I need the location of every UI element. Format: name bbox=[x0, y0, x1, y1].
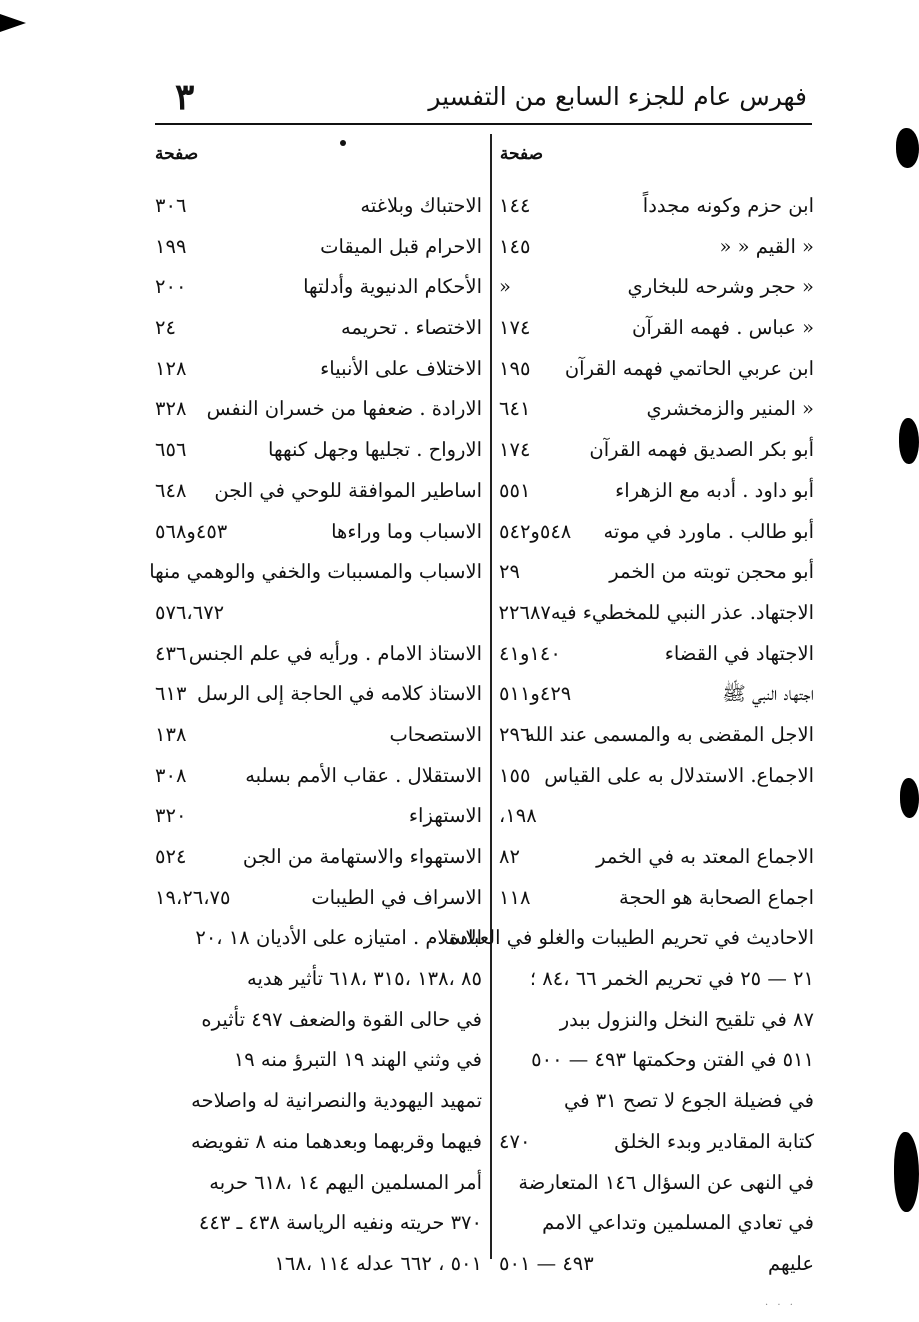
index-term: « عباس . فهمه القرآن bbox=[632, 316, 814, 340]
index-page-ref: ٦٥٦ bbox=[155, 438, 187, 462]
index-page-ref: ١٤٤ bbox=[499, 194, 531, 217]
index-page-ref: ٤٣٦ bbox=[155, 641, 187, 665]
index-entry-right bbox=[499, 1163, 814, 1204]
index-page-ref: ١٥٥ bbox=[499, 763, 531, 787]
index-page-ref: ١٣٨ bbox=[155, 722, 187, 746]
index-entry-right bbox=[499, 430, 814, 471]
index-entry-left bbox=[155, 512, 482, 553]
index-term: عليهم bbox=[768, 1251, 814, 1275]
index-entry-left bbox=[155, 756, 482, 797]
index-entry-left bbox=[155, 1081, 482, 1122]
index-entry-left bbox=[155, 430, 482, 471]
index-term: اجماع الصحابة هو الحجة bbox=[619, 885, 814, 909]
index-entry-left bbox=[155, 796, 482, 837]
index-page-ref: ١٩٩ bbox=[155, 234, 187, 258]
index-term: الاستقلال . عقاب الأمم بسلبه bbox=[245, 763, 482, 787]
index-entry-right bbox=[499, 512, 814, 553]
index-page-ref: ٨٢ bbox=[499, 845, 520, 868]
index-page-ref: « bbox=[499, 275, 511, 299]
index-term: كتابة المقادير وبدء الخلق bbox=[614, 1129, 814, 1153]
index-page-ref: ٣٢٠ bbox=[155, 804, 187, 828]
index-entry-right bbox=[499, 1081, 814, 1122]
index-page-ref: ٤٩٣ — ٥٠١ bbox=[499, 1251, 594, 1275]
index-page-ref: ٢٩ bbox=[499, 560, 520, 584]
index-page-ref: ٤٥٣و٥٦٨ bbox=[155, 519, 228, 543]
index-entry-left bbox=[155, 1244, 482, 1285]
index-term: ابن حزم وكونه مجدداً bbox=[642, 194, 814, 217]
index-term: الأحكام الدنيوية وأدلتها bbox=[303, 275, 482, 299]
index-term: ٣٧٠ حريته ونفيه الرياسة ٤٣٨ ـ ٤٤٣ bbox=[198, 1211, 482, 1235]
index-term: « المنير والزمخشري bbox=[646, 397, 814, 421]
index-entry-left bbox=[155, 1163, 482, 1204]
index-entry-right bbox=[499, 267, 814, 308]
index-term: الاجماع المعتد به في الخمر bbox=[596, 845, 814, 868]
index-term: الاسلام . امتيازه على الأديان ١٨ ،٢٠ bbox=[195, 926, 482, 950]
index-entry-right bbox=[499, 878, 814, 919]
index-entry-right bbox=[499, 1040, 814, 1081]
index-term: أبو طالب . ماورد في موته bbox=[603, 519, 814, 543]
index-entry-right bbox=[499, 715, 814, 756]
index-entry-right bbox=[449, 918, 814, 959]
index-term: الاجتهاد. عذر النبي للمخطيء فيه٢٢٦٨٧ bbox=[498, 600, 814, 624]
index-entry-left bbox=[155, 878, 482, 919]
index-entry-left bbox=[155, 308, 482, 349]
index-entry-left bbox=[155, 593, 482, 634]
index-page-ref: ١٤٠و٤١ bbox=[499, 641, 561, 665]
index-entry-right bbox=[499, 756, 814, 797]
header-rule bbox=[155, 123, 812, 125]
index-term: الاختلاف على الأنبياء bbox=[320, 356, 482, 380]
index-entry-right bbox=[499, 1000, 814, 1041]
index-page-ref: ١٢٨ bbox=[155, 356, 187, 380]
index-entry-right bbox=[499, 593, 814, 634]
edge-binding-mark bbox=[894, 1132, 919, 1212]
index-term: ابن عربي الحاتمي فهمه القرآن bbox=[564, 356, 814, 380]
index-term: أبو داود . أدبه مع الزهراء bbox=[615, 478, 814, 502]
index-entry-left bbox=[155, 1203, 482, 1244]
index-entry-left bbox=[155, 227, 482, 268]
index-entry-left bbox=[155, 186, 482, 227]
index-entry-left bbox=[155, 837, 482, 878]
index-page-ref: ١١٨ bbox=[499, 885, 531, 909]
index-page-ref: ٥٥١ bbox=[499, 478, 531, 502]
index-term: الاختصاء . تحريمه bbox=[340, 316, 482, 340]
scan-specks: · · · bbox=[765, 1300, 796, 1311]
index-entry-left bbox=[155, 471, 482, 512]
index-term: في تعادي المسلمين وتداعي الامم bbox=[542, 1211, 814, 1235]
index-entry-right bbox=[499, 186, 814, 227]
index-page-ref: ١٩٨، bbox=[499, 804, 537, 828]
index-term: في فضيلة الجوع لا تصح ٣١ في bbox=[563, 1089, 814, 1113]
index-page-ref: ٦٤١ bbox=[499, 397, 531, 421]
index-term: الاستهواء والاستهامة من الجن bbox=[242, 845, 482, 868]
index-term: في النهى عن السؤال ١٤٦ المتعارضة bbox=[518, 1170, 814, 1194]
index-term: ٢١ — ٢٥ في تحريم الخمر ٦٦ ،٨٤ ؛ bbox=[529, 967, 814, 991]
index-page-ref: ٣٠٦ bbox=[155, 194, 187, 217]
index-entry-left bbox=[155, 634, 482, 675]
page-number: ٣ bbox=[175, 76, 195, 118]
index-page-ref: ٦١٣ bbox=[155, 682, 187, 706]
index-term: ٥٠١ ، ٦٦٢ عدله ١١٤ ،١٦٨ bbox=[274, 1251, 482, 1275]
index-entry-right bbox=[499, 1244, 814, 1285]
index-entry-left bbox=[149, 552, 482, 593]
index-page-ref: ٤٢٩و٥١١ bbox=[499, 682, 572, 706]
index-entry-right bbox=[499, 634, 814, 675]
index-page-ref: ٢٩٦ bbox=[499, 722, 531, 746]
index-entry-left bbox=[155, 389, 482, 430]
index-page-ref: ٣٢٨ bbox=[155, 397, 187, 421]
index-term: ٨٥ ،١٣٨ ،٣١٥ ،٦١٨ تأثير هديه bbox=[247, 967, 482, 991]
index-term: الارواح . تجليها وجهل كنهها bbox=[268, 438, 482, 462]
index-term: أمر المسلمين اليهم ١٤ ،٦١٨ حربه bbox=[209, 1170, 482, 1194]
index-term: اساطير الموافقة للوحي في الجن bbox=[214, 478, 482, 502]
edge-binding-mark bbox=[900, 778, 919, 818]
index-entry-right bbox=[499, 959, 814, 1000]
column-divider bbox=[490, 134, 492, 1259]
index-page-ref: ٥٢٤ bbox=[155, 845, 187, 868]
index-page-ref: ١٩،٢٦،٧٥ bbox=[155, 885, 231, 909]
index-term: الاحرام قبل الميقات bbox=[320, 234, 482, 258]
index-term: الاستاذ الامام . ورأيه في علم الجنس bbox=[188, 641, 482, 665]
index-entry-right bbox=[499, 227, 814, 268]
right-column-page-label: صفحة bbox=[499, 144, 543, 164]
edge-binding-mark bbox=[899, 418, 919, 464]
index-term: ٨٧ في تلقيح النخل والنزول ببدر bbox=[559, 1007, 814, 1031]
index-term: الاسباب وما وراءها bbox=[331, 519, 482, 543]
index-page-ref: ٥٧٦،٦٧٢ bbox=[155, 600, 225, 624]
corner-scan-mark bbox=[0, 14, 26, 32]
index-term: في حالى القوة والضعف ٤٩٧ تأثيره bbox=[201, 1007, 482, 1031]
index-entry-left bbox=[155, 267, 482, 308]
index-entry-left bbox=[155, 1122, 482, 1163]
index-term: الاستصحاب bbox=[389, 722, 482, 746]
index-page-ref: ١٩٥ bbox=[499, 356, 531, 380]
index-term: الارادة . ضعفها من خسران النفس bbox=[206, 397, 482, 421]
index-term: أبو محجن توبته من الخمر bbox=[609, 560, 814, 584]
index-entry-right bbox=[499, 389, 814, 430]
index-term: الاحتباك وبلاغته bbox=[360, 194, 482, 217]
index-term: الاستاذ كلامه في الحاجة إلى الرسل bbox=[196, 682, 482, 706]
index-entry-left bbox=[155, 674, 482, 715]
left-column-page-label: صفحة bbox=[155, 144, 199, 164]
index-page-ref: ٤٧٠ bbox=[499, 1129, 531, 1153]
index-entry-right bbox=[499, 1122, 814, 1163]
index-entry-left bbox=[155, 959, 482, 1000]
index-entry-left bbox=[155, 715, 482, 756]
index-entry-right bbox=[499, 552, 814, 593]
edge-binding-mark bbox=[896, 128, 919, 168]
index-entry-right bbox=[499, 837, 814, 878]
index-entry-left bbox=[155, 918, 482, 959]
index-entry-left bbox=[155, 1000, 482, 1041]
index-term: الاحاديث في تحريم الطيبات والغلو في العبادة bbox=[449, 926, 814, 950]
index-entry-right bbox=[499, 349, 814, 390]
index-column-right bbox=[449, 186, 814, 1285]
index-page-ref: ١٧٤ bbox=[499, 316, 531, 340]
index-page-ref: ٣٠٨ bbox=[155, 763, 187, 787]
index-entry-right bbox=[499, 1203, 814, 1244]
index-term: أبو بكر الصديق فهمه القرآن bbox=[589, 438, 814, 462]
index-column-left bbox=[149, 186, 482, 1285]
index-entry-left bbox=[155, 1040, 482, 1081]
index-page-ref: ٢٤ bbox=[155, 316, 176, 340]
index-entry-right bbox=[499, 308, 814, 349]
index-term: فيهما وقربهما وبعدهما منه ٨ تفويضه bbox=[191, 1129, 482, 1153]
index-term: ٥١١ في الفتن وحكمتها ٤٩٣ — ٥٠٠ bbox=[531, 1048, 814, 1072]
index-entry-right bbox=[499, 471, 814, 512]
index-term: الاسباب والمسببات والخفي والوهمي منها bbox=[149, 560, 482, 584]
index-entry-right bbox=[499, 796, 814, 837]
index-term: في وثني الهند ١٩ التبرؤ منه ١٩ bbox=[233, 1048, 482, 1072]
index-term: الاستهزاء bbox=[408, 804, 482, 828]
index-page-ref: ٢٠٠ bbox=[155, 275, 187, 299]
index-page-ref: ٥٤٨و٥٤٢ bbox=[499, 519, 572, 543]
index-page-ref: ١٤٥ bbox=[499, 234, 531, 258]
index-entry-left bbox=[155, 349, 482, 390]
index-term: « حجر وشرحه للبخاري bbox=[627, 275, 814, 299]
index-term: الاجماع. الاستدلال به على القياس bbox=[544, 763, 814, 787]
index-page-ref: ١٧٤ bbox=[499, 438, 531, 462]
index-term: الاجل المقضى به والمسمى عند الله bbox=[525, 722, 814, 746]
index-term: اجتهاد النبي ﷺ bbox=[722, 682, 814, 706]
header-dot bbox=[340, 140, 346, 146]
index-term: الاجتهاد في القضاء bbox=[664, 641, 814, 665]
index-entry-right bbox=[499, 674, 814, 715]
index-page-ref: ٦٤٨ bbox=[155, 478, 187, 502]
index-term: الاسراف في الطيبات bbox=[311, 885, 482, 909]
index-term: تمهيد اليهودية والنصرانية له واصلاحه bbox=[191, 1089, 482, 1113]
index-term: « القيم « « bbox=[719, 234, 814, 258]
page-header bbox=[155, 76, 812, 124]
page-title: فهرس عام للجزء السابع من التفسير bbox=[428, 82, 807, 111]
